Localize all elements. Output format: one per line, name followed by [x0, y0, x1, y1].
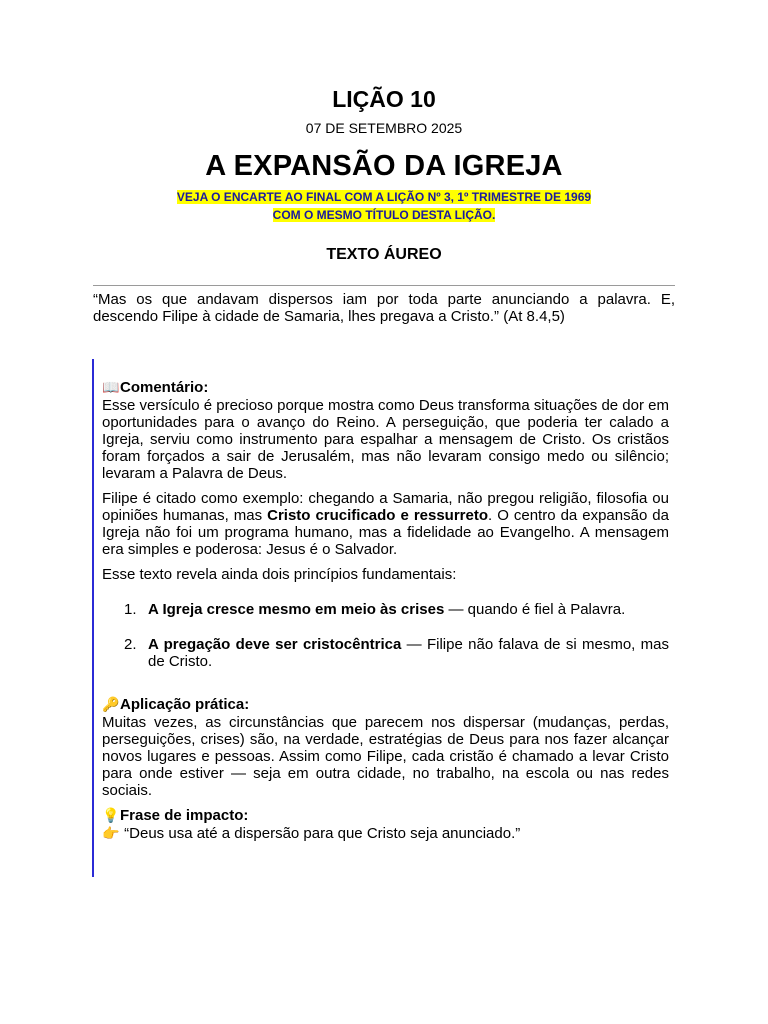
commentary-paragraph-2 — [102, 490, 669, 558]
commentary-emphasis: Cristo crucificado e ressurreto — [267, 507, 489, 524]
divider — [93, 285, 675, 286]
commentary-paragraph-3: Esse texto revela ainda dois princípios fundamentais: — [102, 566, 457, 583]
list-item — [102, 601, 669, 618]
commentary-heading-label: Comentário: — [120, 379, 209, 396]
list-item-title: A pregação deve ser cristocêntrica — [148, 636, 402, 653]
commentary-heading — [102, 379, 669, 397]
key-icon: 🔑 — [102, 697, 120, 713]
golden-text-heading: TEXTO ÁUREO — [326, 246, 442, 263]
list-item-text: — quando é fiel à Palavra. — [444, 601, 626, 618]
list-item-title: A Igreja cresce mesmo em meio às crises — [148, 601, 445, 618]
list-item — [102, 636, 669, 670]
impact-quote-text: “Deus usa até a dispersão para que Cristo seja anunciado.” — [120, 825, 521, 842]
list-item-text: — Filipe não falava de si mesmo, mas de Cristo. — [148, 636, 669, 670]
commentary-section — [92, 359, 677, 877]
page-title: A EXPANSÃO DA IGREJA — [205, 150, 563, 182]
insert-notice — [0, 188, 768, 224]
lesson-number: LIÇÃO 10 — [332, 86, 436, 112]
impact-heading-label: Frase de impacto: — [120, 807, 249, 824]
application-heading-label: Aplicação prática: — [120, 696, 250, 713]
pointing-hand-icon: 👉 — [102, 826, 120, 842]
light-bulb-icon: 💡 — [102, 808, 120, 824]
application-heading — [102, 696, 669, 714]
commentary-paragraph-1: Esse versículo é precioso porque mostra como Deus transforma situações de dor em oportunidades para o avanço do Reino. A perseguição, que poderia ter calado a Igreja, serviu como instrumento para espalhar a mensagem de Cristo. Os cristãos foram forçados a sair de Jerusalém, mas não levaram consigo medo ou silêncio; levaram a Palavra de Deus. — [102, 397, 669, 482]
commentary-content — [102, 379, 669, 843]
insert-notice-line-1: VEJA O ENCARTE AO FINAL COM A LIÇÃO Nº 3, 1º TRIMESTRE DE 1969 — [176, 190, 592, 204]
impact-quote — [102, 825, 669, 843]
golden-text-quote: “Mas os que andavam dispersos iam por toda parte anunciando a palavra. E, descendo Filipe à cidade de Samaria, lhes pregava a Cristo.” (At 8.4,5) — [93, 291, 675, 325]
lesson-date: 07 DE SETEMBRO 2025 — [305, 120, 463, 136]
commentary-paragraph-2-start: Filipe é citado como exemplo: chegando a Samaria, não pregou religião, filosofia ou opiniões humanas, mas — [102, 490, 669, 524]
application-text: Muitas vezes, as circunstâncias que parecem nos dispersar (mudanças, perdas, perseguições, crises) são, na verdade, estratégias de Deus para nos fazer alcançar novos lugares e pessoas. Assim como Filipe, cada cristão é chamado a levar Cristo para onde estiver — seja em outra cidade, no trabalho, na escola ou nas redes sociais. — [102, 714, 669, 799]
commentary-paragraph-2-end: . O centro da expansão da Igreja não foi um programa humano, mas a fidelidade ao Evangelho. A mensagem era simples e poderosa: Jesus é o Salvador. — [102, 507, 669, 558]
impact-heading — [102, 807, 669, 825]
list-item-number: 1. — [124, 601, 137, 618]
insert-notice-line-2: COM O MESMO TÍTULO DESTA LIÇÃO. — [272, 208, 496, 222]
open-book-icon: 📖 — [102, 380, 120, 396]
list-item-number: 2. — [124, 636, 137, 653]
